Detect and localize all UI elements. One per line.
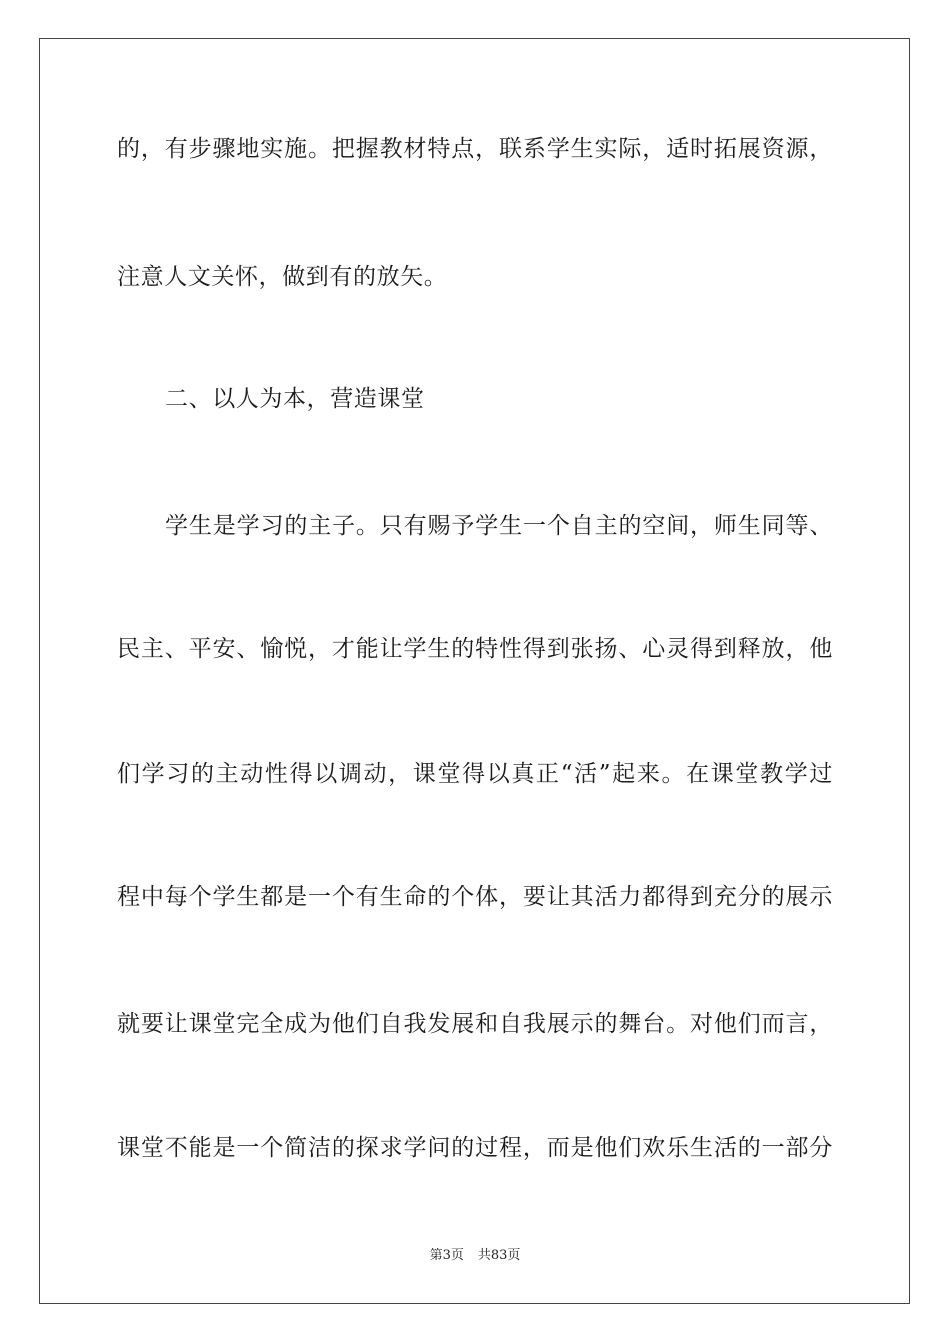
page-border [39,38,910,1304]
paragraph-line: 们学习的主动性得以调动，课堂得以真正“活”起来。在课堂教学过 [117,761,833,787]
paragraph-line: 的，有步骤地实施。把握教材特点，联系学生实际，适时拓展资源， [117,136,833,162]
page-footer [0,1247,950,1265]
page-number: 第3页 [429,1248,464,1263]
paragraph-line: 就要让课堂完全成为他们自我发展和自我展示的舞台。对他们而言， [117,1011,833,1037]
section-heading: 二、以人为本，营造课堂 [165,386,425,412]
paragraph-line: 民主、平安、愉悦，才能让学生的特性得到张扬、心灵得到释放，他 [117,636,833,662]
paragraph-line: 学生是学习的主子。只有赐予学生一个自主的空间，师生同等、 [165,513,833,539]
paragraph-line: 注意人文关怀，做到有的放矢。 [117,264,448,290]
page-total: 共83页 [477,1248,521,1263]
paragraph-line: 程中每个学生都是一个有生命的个体，要让其活力都得到充分的展示 [117,884,833,910]
paragraph-line: 课堂不能是一个简洁的探求学问的过程，而是他们欢乐生活的一部分 [117,1135,833,1161]
